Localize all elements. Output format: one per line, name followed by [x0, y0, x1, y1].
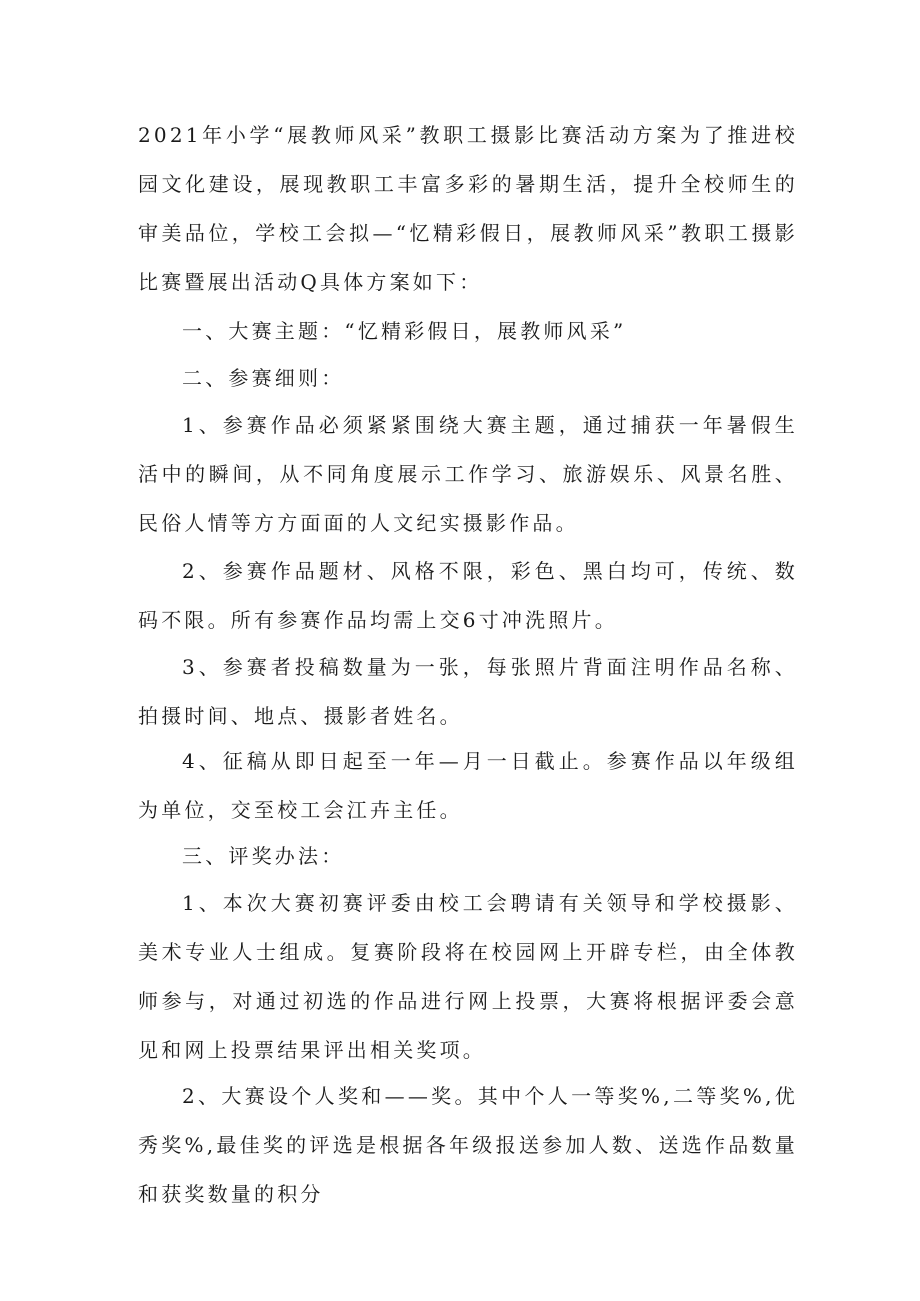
section-3-heading: 三、评奖办法： — [182, 844, 345, 868]
award-2-paragraph: 2、大赛设个人奖和——奖。其中个人一等奖%,二等奖%,优秀奖%,最佳奖的评选是根据各年级报送参加人数、送选作品数量和获奖数量的积分 — [138, 1084, 798, 1206]
section-1-theme: 一、大赛主题：“忆精彩假日，展教师风采” — [182, 319, 627, 343]
award-1-paragraph: 1、本次大赛初赛评委由校工会聘请有关领导和学校摄影、美术专业人士组成。复赛阶段将在校园网上开辟专栏，由全体教师参与，对通过初选的作品进行网上投票，大赛将根据评委会意见和网上投票结果评出相关奖项。 — [138, 891, 798, 1062]
intro-paragraph: 2021年小学“展教师风采”教职工摄影比赛活动方案为了推进校园文化建设，展现教职工丰富多彩的暑期生活，提升全校师生的审美品位，学校工会拟—“忆精彩假日，展教师风采”教职工摄影比赛暨展出活动Q具体方案如下： — [138, 123, 798, 294]
rule-4-paragraph: 4、征稿从即日起至一年—月一日截止。参赛作品以年级组为单位，交至校工会江卉主任。 — [138, 749, 798, 822]
rule-1-paragraph: 1、参赛作品必须紧紧围绕大赛主题，通过捕获一年暑假生活中的瞬间，从不同角度展示工作学习、旅游娱乐、风景名胜、民俗人情等方方面面的人文纪实摄影作品。 — [138, 413, 798, 535]
rule-3-paragraph: 3、参赛者投稿数量为一张，每张照片背面注明作品名称、拍摄时间、地点、摄影者姓名。 — [138, 655, 798, 728]
rule-2-paragraph: 2、参赛作品题材、风格不限，彩色、黑白均可，传统、数码不限。所有参赛作品均需上交6寸冲洗照片。 — [138, 559, 798, 632]
section-2-heading: 二、参赛细则： — [182, 366, 345, 390]
